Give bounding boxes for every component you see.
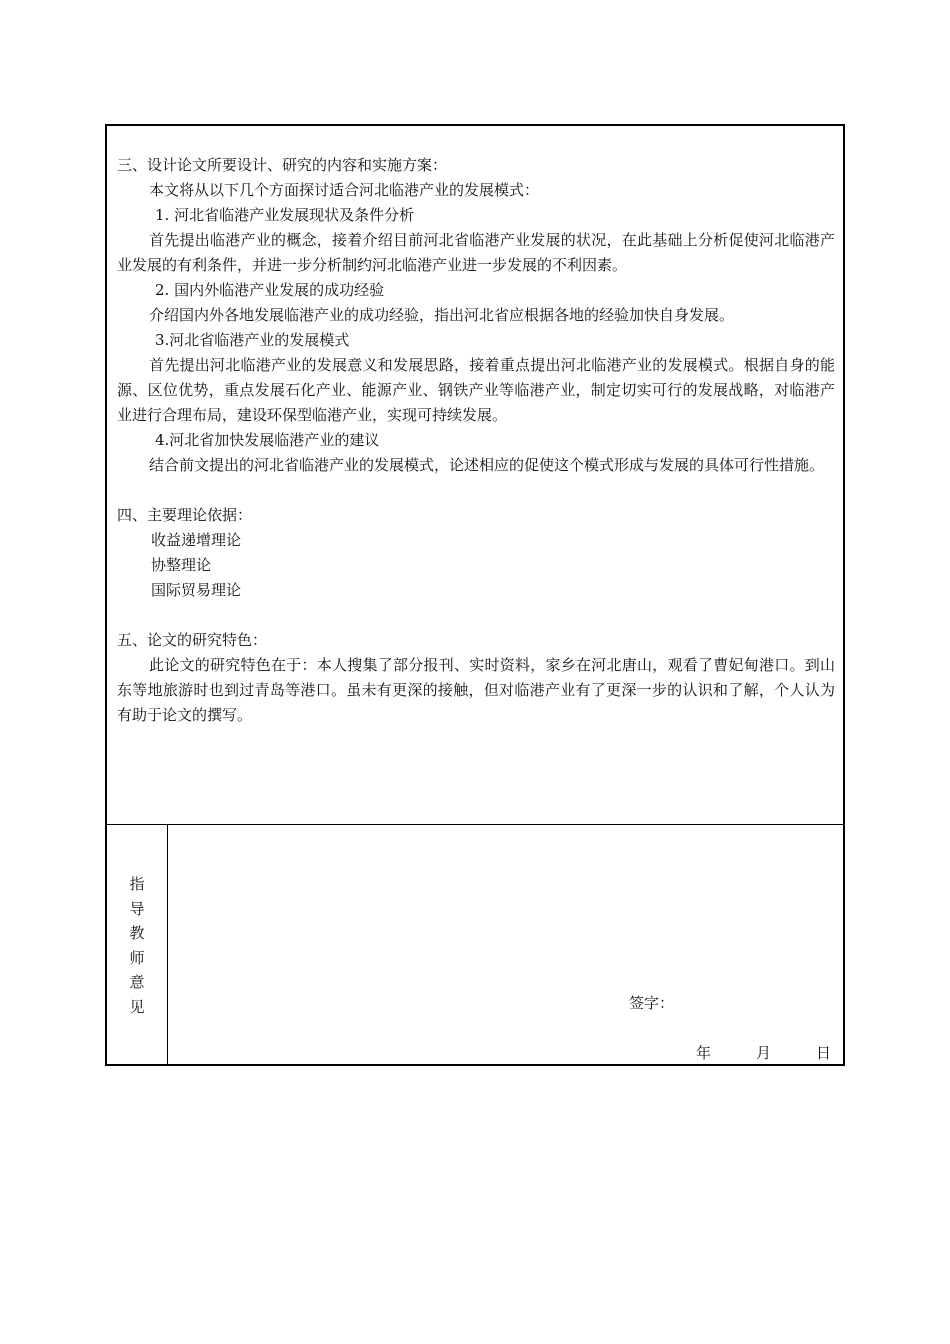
section-4-heading: 四、主要理论依据： xyxy=(117,506,253,524)
date-month-label: 月 xyxy=(756,1044,772,1062)
advisor-opinion-label-cell xyxy=(107,825,168,1066)
theory-item: 收益递增理论 xyxy=(151,531,242,549)
label-char: 指 xyxy=(129,875,145,893)
date-year-label: 年 xyxy=(696,1044,712,1062)
section-3-item-1-title: 1. 河北省临港产业发展现状及条件分析 xyxy=(155,206,415,224)
advisor-opinion-row xyxy=(107,824,843,1066)
proposal-content-cell xyxy=(107,126,843,826)
label-char: 导 xyxy=(129,899,145,918)
section-5-heading: 五、论文的研究特色： xyxy=(117,631,268,649)
label-char: 教 xyxy=(129,924,145,942)
label-char: 师 xyxy=(129,948,145,967)
advisor-opinion-label xyxy=(107,872,167,1019)
section-3-item-1-body: 首先提出临港产业的概念，接着介绍目前河北省临港产业发展的状况，在此基础上分析促使河北临港产业发展的有利条件，并进一步分析制约河北临港产业进一步发展的不利因素。 xyxy=(117,231,835,274)
date-line xyxy=(696,1042,831,1064)
date-day-label: 日 xyxy=(816,1044,832,1062)
section-3-item-4-title: 4.河北省加快发展临港产业的建议 xyxy=(155,431,380,449)
section-3-heading: 三、设计论文所要设计、研究的内容和实施方案： xyxy=(117,156,448,174)
label-char: 见 xyxy=(129,997,145,1016)
section-5-body: 此论文的研究特色在于：本人搜集了部分报刊、实时资料，家乡在河北唐山，观看了曹妃甸港口。到山东等地旅游时也到过青岛等港口。虽未有更深的接触，但对临港产业有了更深一步的认识和了解，个人认为有助于论文的撰写。 xyxy=(117,656,835,724)
section-3-item-3-body: 首先提出河北临港产业的发展意义和发展思路，接着重点提出河北临港产业的发展模式。根据自身的能源、区位优势，重点发展石化产业、能源产业、钢铁产业等临港产业，制定切实可行的发展战略，对临港产业进行合理布局，建设环保型临港产业，实现可持续发展。 xyxy=(117,356,835,424)
section-3-intro: 本文将从以下几个方面探讨适合河北临港产业的发展模式： xyxy=(149,181,540,199)
label-char: 意 xyxy=(129,973,145,991)
section-spacer xyxy=(117,478,835,503)
section-3-item-2-body: 介绍国内外各地发展临港产业的成功经验，指出河北省应根据各地的经验加快自身发展。 xyxy=(149,306,735,324)
section-3-item-2-title: 2. 国内外临港产业发展的成功经验 xyxy=(155,281,385,299)
theory-item: 协整理论 xyxy=(151,556,212,574)
theory-item: 国际贸易理论 xyxy=(151,581,242,599)
signature-label: 签字： xyxy=(629,994,675,1012)
section-spacer xyxy=(117,603,835,628)
section-3-item-4-body: 结合前文提出的河北省临港产业的发展模式，论述相应的促使这个模式形成与发展的具体可行性措施。 xyxy=(149,456,825,474)
section-3-item-3-title: 3.河北省临港产业的发展模式 xyxy=(155,331,350,349)
proposal-form-table xyxy=(105,124,845,1066)
